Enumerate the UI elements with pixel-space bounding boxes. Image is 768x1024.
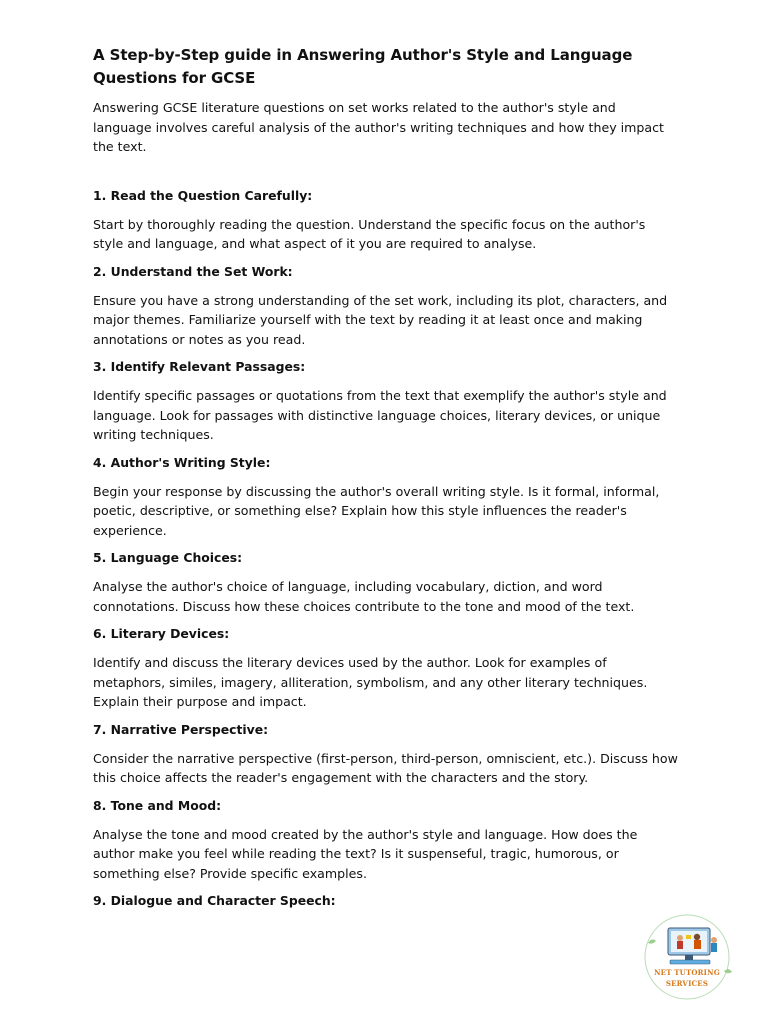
section-heading: 9. Dialogue and Character Speech: (93, 893, 336, 908)
section-1 (93, 187, 678, 254)
section-heading: 4. Author's Writing Style: (93, 454, 271, 470)
document-page (93, 44, 678, 920)
section-2 (93, 263, 678, 350)
section-body: Begin your response by discussing the author's overall writing style. Is it formal, informal, poetic, descriptive, or something else? Explain how this style influences the reader's experience. (93, 483, 660, 538)
section-body: Identify and discuss the literary devices used by the author. Look for examples of metaphors, similes, imagery, alliteration, symbolism, and any other literary techniques. Explain their purpose and impact. (93, 655, 648, 709)
section-body: Analyse the tone and mood created by the author's style and language. How does the author make you feel while reading the text? Is it suspenseful, tragic, humorous, or something else? Provide specific examples. (93, 826, 638, 881)
section-3 (93, 358, 678, 445)
logo-text-line1: NET TUTORING (654, 968, 720, 977)
section-5 (93, 549, 678, 616)
section-heading: 5. Language Choices: (93, 550, 243, 565)
section-body: Identify specific passages or quotations from the text that exemplify the author's style and language. Look for passages with distinctive language choices, literary devices, or unique writing techniques. (93, 388, 667, 442)
section-body: Ensure you have a strong understanding of the set work, including its plot, characters, and major themes. Familiarize yourself with the text by reading it at least once and making annotations or notes as you read. (93, 292, 668, 347)
document-title: A Step-by-Step guide in Answering Author's Style and Language Questions for GCSE (93, 46, 633, 87)
section-heading: 7. Narrative Perspective: (93, 721, 269, 737)
document-intro: Answering GCSE literature questions on set works related to the author's style and language involves careful analysis of the author's writing techniques and how they impact the text. (93, 100, 664, 154)
section-heading: 2. Understand the Set Work: (93, 263, 293, 279)
section-8 (93, 797, 678, 884)
section-body: Start by thoroughly reading the question. Understand the specific focus on the author's style and language, and what aspect of it you are required to analyse. (93, 216, 646, 251)
logo-text-line2: SERVICES (665, 979, 709, 988)
section-body: Analyse the author's choice of language, including vocabulary, diction, and word connotations. Discuss how these choices contribute to the tone and mood of the text. (93, 579, 635, 614)
section-heading: 3. Identify Relevant Passages: (93, 359, 306, 374)
section-6 (93, 625, 678, 712)
section-body: Consider the narrative perspective (first-person, third-person, omniscient, etc.). Discuss how this choice affects the reader's engagement with the characters and the story. (93, 750, 678, 785)
computer-tutoring-logo-icon (640, 913, 734, 1003)
section-heading: 8. Tone and Mood: (93, 797, 222, 813)
section-heading: 6. Literary Devices: (93, 626, 230, 641)
section-4 (93, 454, 678, 541)
section-9 (93, 892, 678, 910)
section-7 (93, 721, 678, 788)
section-heading: 1. Read the Question Carefully: (93, 187, 313, 203)
net-tutoring-logo (640, 913, 734, 1003)
